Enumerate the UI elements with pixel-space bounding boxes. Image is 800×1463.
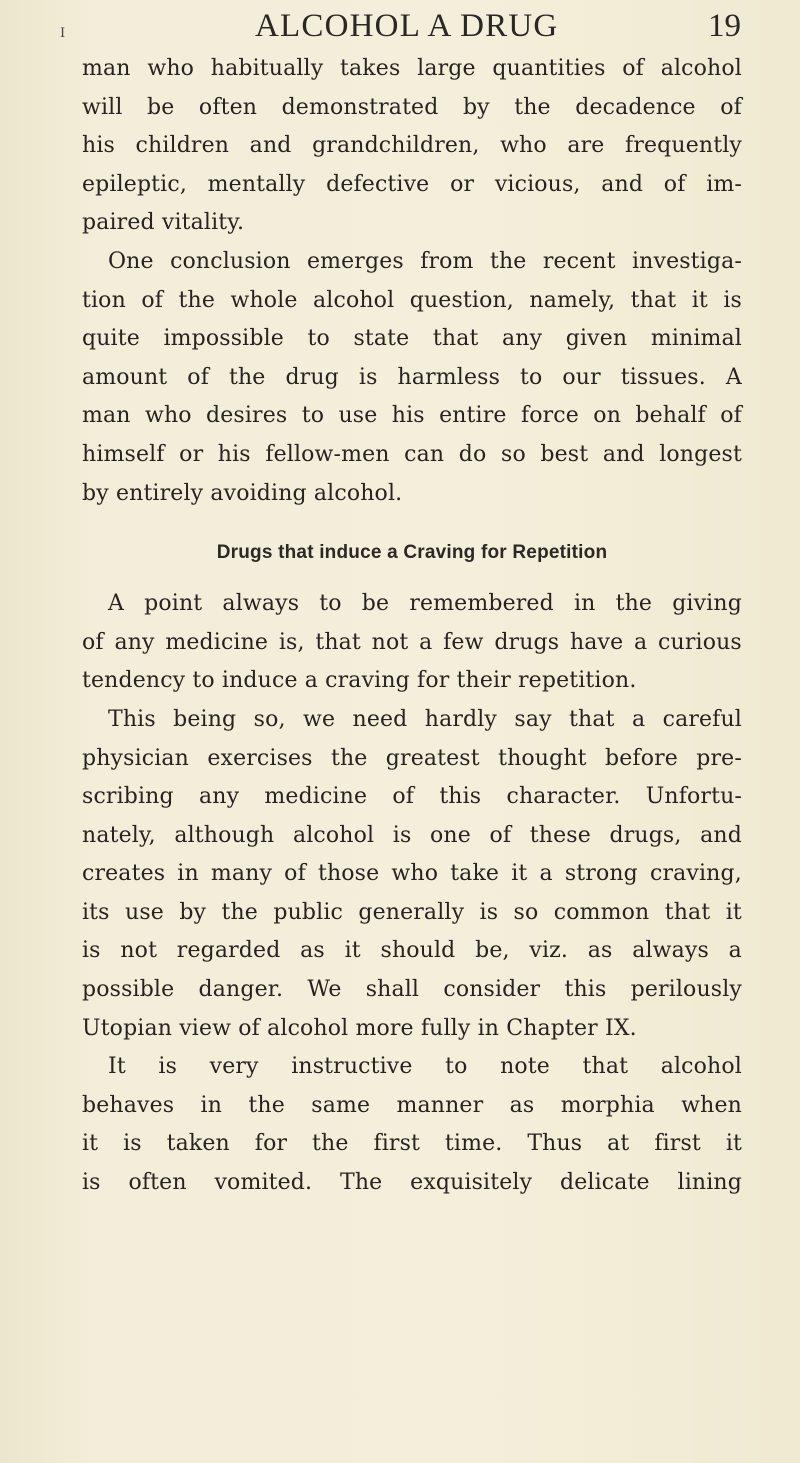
text-line: A point always to be remembered in the giving xyxy=(108,591,742,617)
text-line: by entirely avoiding alcohol. xyxy=(82,480,403,506)
signature-mark: I xyxy=(60,26,66,41)
text-line: scribing any medicine of this character. Unfortu- xyxy=(82,784,742,810)
running-head xyxy=(0,6,800,50)
text-line: nately, although alcohol is one of these drugs, and xyxy=(82,822,742,848)
text-line: of any medicine is, that not a few drugs have a curious xyxy=(82,629,742,655)
paragraph xyxy=(82,243,742,513)
text-line: is not regarded as it should be, viz. as always a xyxy=(82,938,742,964)
text-line: tion of the whole alcohol question, namely, that it is xyxy=(82,287,742,313)
text-line: creates in many of those who take it a strong craving, xyxy=(82,861,742,887)
text-line: it is taken for the first time. Thus at first it xyxy=(82,1131,742,1157)
body-text xyxy=(82,50,742,1203)
text-line: his children and grandchildren, who are frequently xyxy=(82,133,742,159)
paragraph xyxy=(82,585,742,701)
text-line: man who habitually takes large quantities of alcohol xyxy=(82,56,742,81)
text-line: tendency to induce a craving for their repetition. xyxy=(82,668,637,694)
paragraph xyxy=(82,701,742,1048)
page-number: 19 xyxy=(708,8,741,44)
text-line: Utopian view of alcohol more fully in Chapter IX. xyxy=(82,1015,637,1041)
text-line: It is very instructive to note that alcohol xyxy=(108,1054,742,1080)
text-line: himself or his fellow-men can do so best and longest xyxy=(82,441,742,467)
text-line: behaves in the same manner as morphia when xyxy=(82,1092,742,1118)
text-line: One conclusion emerges from the recent investiga- xyxy=(108,248,742,274)
text-line: possible danger. We shall consider this perilously xyxy=(82,977,742,1003)
running-title: ALCOHOL A DRUG xyxy=(255,8,559,44)
text-line: is often vomited. The exquisitely delicate lining xyxy=(82,1170,742,1196)
section-heading: Drugs that induce a Craving for Repetition xyxy=(216,542,608,564)
text-line: quite impossible to state that any given minimal xyxy=(82,326,742,352)
text-line: This being so, we need hardly say that a careful xyxy=(108,706,742,732)
paragraph xyxy=(82,50,742,243)
text-line: its use by the public generally is so common that it xyxy=(82,899,742,925)
text-line: epileptic, mentally defective or vicious, and of im- xyxy=(82,171,742,197)
paragraph xyxy=(82,1048,742,1202)
text-line: will be often demonstrated by the decadence of xyxy=(82,94,742,120)
text-line: amount of the drug is harmless to our tissues. A xyxy=(82,364,742,390)
text-line: physician exercises the greatest thought before pre- xyxy=(82,745,742,771)
text-line: paired vitality. xyxy=(82,210,245,236)
spacer xyxy=(82,513,742,521)
text-line: man who desires to use his entire force on behalf of xyxy=(82,403,742,429)
